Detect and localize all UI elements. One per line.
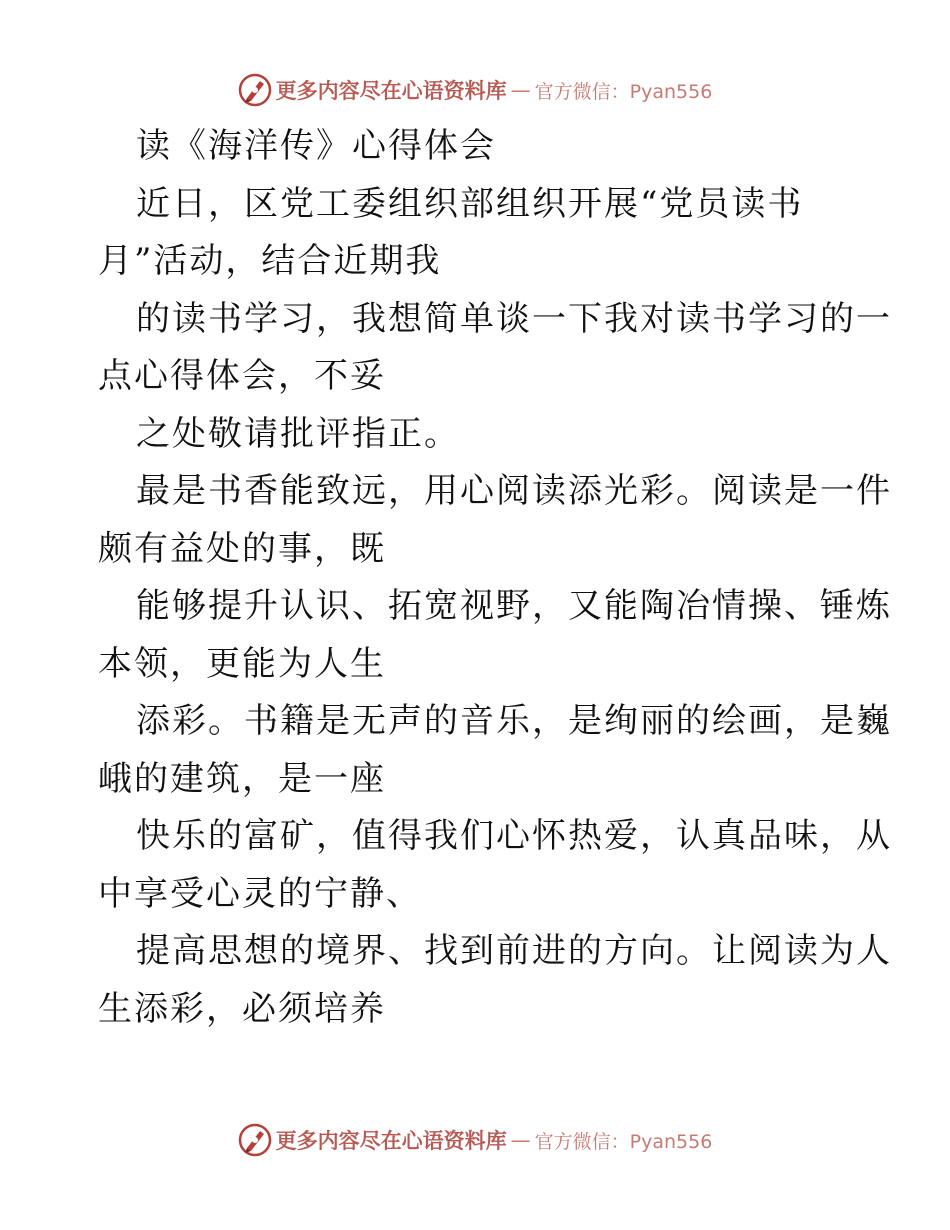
header-slogan: 更多内容尽在心语资料库 — [275, 78, 507, 103]
text-line: 之处敬请批评指正。 — [136, 413, 460, 454]
text-line: 的读书学习，我想简单谈一下我对读书学习的一 — [136, 298, 892, 339]
text-line: 月”活动，结合近期我 — [98, 241, 442, 281]
text-line: 提高思想的境界、找到前进的方向。让阅读为人 — [136, 931, 892, 971]
document-body — [98, 118, 892, 1038]
document-title: 读《海洋传》心得体会 — [136, 126, 496, 166]
text-line: 快乐的富矿，值得我们心怀热爱，认真品味，从 — [136, 816, 892, 856]
pen-logo-icon — [238, 1123, 272, 1157]
pen-logo-icon — [238, 73, 272, 107]
header-dash: — — [510, 78, 531, 102]
text-line: 能够提升认识、拓宽视野，又能陶冶情操、锤炼 — [136, 586, 892, 626]
footer-slogan: 更多内容尽在心语资料库 — [275, 1128, 507, 1153]
text-line: 最是书香能致远，用心阅读添光彩。阅读是一件 — [136, 471, 892, 511]
text-line: 中享受心灵的宁静、 — [98, 873, 422, 914]
footer-dash: — — [510, 1128, 531, 1152]
text-line: 颇有益处的事，既 — [98, 528, 386, 569]
text-line: 生添彩，必须培养 — [98, 988, 386, 1029]
text-line: 点心得体会，不妥 — [98, 356, 386, 396]
footer-contact: 官方微信：Pyan556 — [534, 1130, 713, 1153]
text-line: 本领，更能为人生 — [98, 643, 386, 684]
header-contact: 官方微信：Pyan556 — [534, 80, 713, 103]
footer-banner — [0, 1120, 950, 1160]
text-line: 近日，区党工委组织部组织开展“党员读书 — [136, 183, 804, 224]
text-line: 添彩。书籍是无声的音乐，是绚丽的绘画，是巍 — [136, 701, 892, 741]
text-line: 峨的建筑，是一座 — [98, 758, 386, 799]
header-banner — [0, 70, 950, 110]
